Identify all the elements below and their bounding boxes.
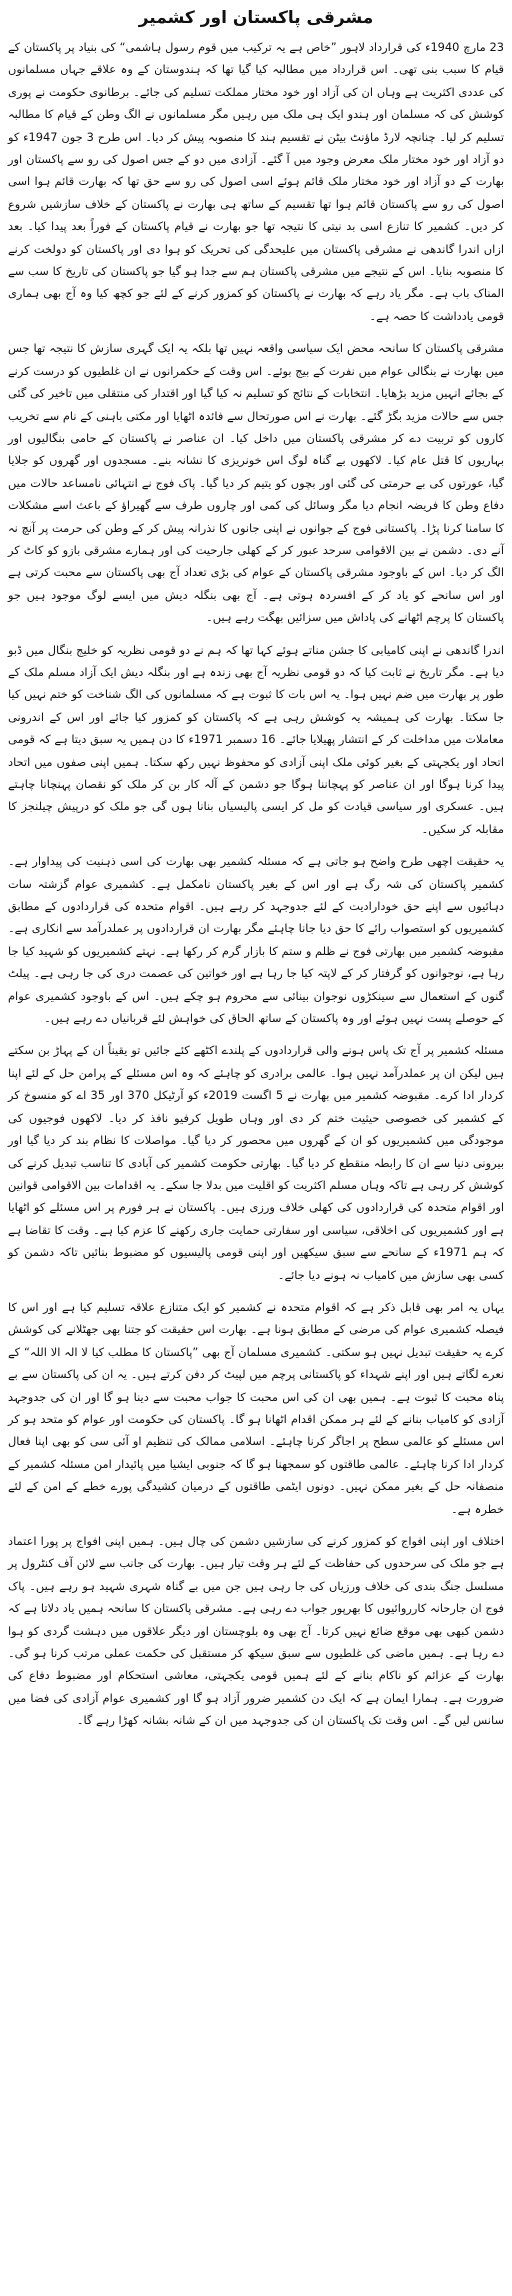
article-paragraph: اندرا گاندھی نے اپنی کامیابی کا جشن مناتے ہوئے کہا تھا کہ ہم نے دو قومی نظریہ کو خلیج بنگال میں ڈبو دیا ہے۔ مگر تاریخ نے ثابت کیا کہ دو قومی نظریہ آج بھی زندہ ہے اور بنگلہ دیش ایک آزاد مسلم ملک کے طور پر بھارت میں ضم نہیں ہوا۔ یہ اس بات کا ثبوت ہے کہ مسلمانوں کی الگ شناخت کو ختم نہیں کیا جا سکتا۔ بھارت کی ہمیشہ یہ کوشش رہی ہے کہ پاکستان کو کمزور کیا جائے اور اس کے اندرونی معاملات میں مداخلت کر کے انتشار پھیلایا جائے۔ 16 دسمبر 1971ء کا دن ہمیں یہ سبق دیتا ہے کہ قومی اتحاد اور یکجہتی کے بغیر کوئی ملک اپنی آزادی کو محفوظ نہیں رکھ سکتا۔ ہمیں اپنی صفوں میں اتحاد پیدا کرنا ہوگا اور ان عناصر کو پہچاننا ہوگا جو دشمن کے آلہ کار بن کر ملک کو نقصان پہنچانا چاہتے ہیں۔ عسکری اور سیاسی قیادت کو مل کر ایسی پالیسیاں بنانا ہوں گی جو ملک کو درپیش چیلنجز کا مقابلہ کر سکیں۔ — [8, 642, 504, 836]
article-paragraph: یہاں یہ امر بھی قابل ذکر ہے کہ اقوام متحدہ نے کشمیر کو ایک متنازع علاقہ تسلیم کیا ہے اور اس کا فیصلہ کشمیری عوام کی مرضی کے مطابق ہونا ہے۔ بھارت اس حقیقت کو جتنا بھی جھٹلانے کی کوشش کرے یہ حقیقت تبدیل نہیں ہو سکتی۔ کشمیری مسلمان آج بھی ”پاکستان کا مطلب کیا لا الہ الا اللہ“ کے نعرے لگاتے ہیں اور اپنے شہداء کو پاکستانی پرچم میں لپیٹ کر دفن کرتے ہیں۔ یہ ان کی پاکستان سے بے پناہ محبت کا ثبوت ہے۔ ہمیں بھی ان کی اس محبت کا جواب محبت سے دینا ہو گا اور ان کی جدوجہد آزادی کو کامیاب بنانے کے لئے ہر ممکن اقدام اٹھانا ہو گا۔ پاکستان کی حکومت اور عوام کو متحد ہو کر اس مسئلے کو عالمی سطح پر اجاگر کرنا چاہئے۔ اسلامی ممالک کی تنظیم او آئی سی کو بھی اپنا فعال کردار ادا کرنا چاہئے۔ عالمی طاقتوں کو سمجھنا ہو گا کہ جنوبی ایشیا میں پائیدار امن مسئلہ کشمیر کے منصفانہ حل کے بغیر ممکن نہیں۔ دونوں ایٹمی طاقتوں کے درمیان کشیدگی پورے خطے کے امن کے لئے خطرہ ہے۔ — [8, 1299, 504, 1516]
article-paragraph: یہ حقیقت اچھی طرح واضح ہو جاتی ہے کہ مسئلہ کشمیر بھی بھارت کی اسی ذہنیت کی پیداوار ہے۔ کشمیر پاکستان کی شہ رگ ہے اور اس کے بغیر پاکستان نامکمل ہے۔ کشمیری عوام گزشتہ سات دہائیوں سے اپنے حق خودارادیت کے لئے جدوجہد کر رہے ہیں۔ اقوام متحدہ کی قراردادوں کے مطابق کشمیریوں کو استصواب رائے کا حق دیا جانا چاہئے مگر بھارت ان قراردادوں پر عملدرآمد سے انکاری ہے۔ مقبوضہ کشمیر میں بھارتی فوج نے ظلم و ستم کا بازار گرم کر رکھا ہے۔ نہتے کشمیریوں کو شہید کیا جا رہا ہے، نوجوانوں کو گرفتار کر کے لاپتہ کیا جا رہا ہے اور خواتین کی عصمت دری کی جا رہی ہے۔ پیلٹ گنوں کے استعمال سے سینکڑوں نوجوان بینائی سے محروم ہو چکے ہیں۔ اس کے باوجود کشمیری عوام کے حوصلے پست نہیں ہوئے اور وہ پاکستان کے ساتھ الحاق کی خواہش لئے قربانیاں دے رہے ہیں۔ — [8, 854, 504, 1026]
article-paragraph: 23 مارچ 1940ء کی قرارداد لاہور ”خاص ہے یہ ترکیب میں قوم رسول ہاشمی“ کی بنیاد پر پاکستان کے قیام کا سبب بنی تھی۔ اس قرارداد میں مطالبہ کیا گیا تھا کہ ہندوستان کے وہ علاقے جہاں مسلمانوں کی عددی اکثریت ہے وہاں ان کی آزاد اور خود مختار مملکت تسلیم کی جائے۔ برطانوی حکومت نے پوری کوشش کی کہ مسلمان اور ہندو ایک ہی ملک میں رہیں مگر مسلمانوں نے الگ وطن کے قیام کا مطالبہ تسلیم کر لیا۔ چنانچہ لارڈ ماؤنٹ بیٹن نے تقسیم ہند کا منصوبہ پیش کر دیا۔ اس طرح 3 جون 1947ء کو دو آزاد اور خود مختار ملک معرض وجود میں آ گئے۔ آزادی میں دو کے جس اصول کی رو سے پاکستان اور بھارت کے دو آزاد اور خود مختار ملک قائم ہوئے اسی اصول کی رو سے حق تھا کہ بھارت قائم ہوا اسی اصول کی رو سے پاکستان قائم ہوا تھا تقسیم کے ساتھ ہی بھارت نے پاکستان کے خلاف سازشیں شروع کر دیں۔ کشمیر کا تنازع اسی بد نیتی کا نتیجہ تھا جو بھارت نے قیام پاکستان کے فوراً بعد پیدا کیا۔ بعد ازاں اندرا گاندھی نے مشرقی پاکستان میں علیحدگی کی تحریک کو ہوا دی اور پاکستان کو دولخت کرنے کا منصوبہ بنایا۔ اس کے نتیجے میں مشرقی پاکستان ہم سے جدا ہو گیا جو پاکستان کی تاریخ کا سب سے المناک باب ہے۔ مگر یاد رہے کہ بھارت نے پاکستان کو کمزور کرنے کے لئے جو کچھ کیا وہ آج بھی ہماری قومی یادداشت کا حصہ ہے۔ — [8, 40, 504, 323]
article-paragraph: مشرقی پاکستان کا سانحہ محض ایک سیاسی واقعہ نہیں تھا بلکہ یہ ایک گہری سازش کا نتیجہ تھا جس میں بھارت نے بنگالی عوام میں نفرت کے بیج بوئے۔ اس وقت کے حکمرانوں نے ان غلطیوں کو درست کرنے کے بجائے انہیں مزید بڑھایا۔ انتخابات کے نتائج کو تسلیم نہ کیا گیا اور اقتدار کی منتقلی میں تاخیر کی گئی جس سے حالات مزید بگڑ گئے۔ بھارت نے اس صورتحال سے فائدہ اٹھایا اور مکتی باہنی کے نام سے تخریب کاروں کو تربیت دے کر مشرقی پاکستان میں داخل کیا۔ ان عناصر نے پاکستان کے حامی بنگالیوں اور بہاریوں کا قتل عام کیا۔ لاکھوں بے گناہ لوگ اس خونریزی کا نشانہ بنے۔ مسجدوں اور گھروں کو جلایا گیا، عورتوں کی بے حرمتی کی گئی اور بچوں کو یتیم کر دیا گیا۔ پاک فوج نے انتہائی نامساعد حالات میں دفاع وطن کا فریضہ انجام دیا مگر وسائل کی کمی اور چاروں طرف سے گھیراؤ کے باعث اسے مشکلات کا سامنا کرنا پڑا۔ پاکستانی فوج کے جوانوں نے اپنی جانوں کا نذرانہ پیش کر کے وطن کی حرمت پر آنچ نہ آنے دی۔ دشمن نے بین الاقوامی سرحد عبور کر کے کھلی جارحیت کی اور ہمارے مشرقی بازو کو کاٹ کر الگ کر دیا۔ اس کے باوجود مشرقی پاکستان کے عوام کی بڑی تعداد آج بھی پاکستان سے محبت کرتی ہے اور اس سانحے کو یاد کر کے افسردہ ہوتی ہے۔ آج بھی بنگلہ دیش میں ایسے لوگ موجود ہیں جو پاکستان کا پرچم اٹھانے کی پاداش میں سزائیں بھگت رہے ہیں۔ — [8, 341, 504, 625]
article-body — [8, 36, 504, 1732]
article-paragraph: اختلاف اور اپنی افواج کو کمزور کرنے کی سازشیں دشمن کی چال ہیں۔ ہمیں اپنی افواج پر پورا اعتماد ہے جو ملک کی سرحدوں کی حفاظت کے لئے ہر وقت تیار ہیں۔ بھارت کی جانب سے لائن آف کنٹرول پر مسلسل جنگ بندی کی خلاف ورزیاں کی جا رہی ہیں جن میں بے گناہ شہری شہید ہو رہے ہیں۔ پاک فوج ان جارحانہ کارروائیوں کا بھرپور جواب دے رہی ہے۔ مشرقی پاکستان کا سانحہ ہمیں یاد دلاتا ہے کہ دشمن کبھی بھی موقع ضائع نہیں کرتا۔ آج بھی وہ بلوچستان اور دیگر علاقوں میں دہشت گردی کو ہوا دے رہا ہے۔ ہمیں ماضی کی غلطیوں سے سبق سیکھ کر مستقبل کی حکمت عملی مرتب کرنا ہو گی۔ بھارت کے عزائم کو ناکام بنانے کے لئے ہمیں قومی یکجہتی، معاشی استحکام اور مضبوط دفاع کی ضرورت ہے۔ ہمارا ایمان ہے کہ ایک دن کشمیر ضرور آزاد ہو گا اور کشمیری عوام آزادی کی فضا میں سانس لیں گے۔ اس وقت تک پاکستان ان کی جدوجہد میں ان کے شانہ بشانہ کھڑا رہے گا۔ — [8, 1534, 504, 1728]
article-title: مشرقی پاکستان اور کشمیر — [138, 8, 374, 28]
article-paragraph: مسئلہ کشمیر پر آج تک پاس ہونے والی قراردادوں کے پلندے اکٹھے کئے جائیں تو یقیناً ان کے پہاڑ بن سکتے ہیں لیکن ان پر عملدرآمد نہیں ہوا۔ عالمی برادری کو چاہئے کہ وہ اس مسئلے کے پرامن حل کے لئے اپنا کردار ادا کرے۔ مقبوضہ کشمیر میں بھارت نے 5 اگست 2019ء کو آرٹیکل 370 اور 35 اے کو منسوخ کر کے کشمیر کی خصوصی حیثیت ختم کر دی اور وہاں طویل کرفیو نافذ کر دیا۔ لاکھوں فوجیوں کی موجودگی میں کشمیریوں کو ان کے گھروں میں محصور کر دیا گیا۔ مواصلات کا نظام بند کر دیا گیا اور بیرونی دنیا سے ان کا رابطہ منقطع کر دیا گیا۔ بھارتی حکومت کشمیر کی آبادی کا تناسب تبدیل کرنے کی کوشش کر رہی ہے تاکہ وہاں مسلم اکثریت کو اقلیت میں بدلا جا سکے۔ یہ اقدامات بین الاقوامی قوانین اور اقوام متحدہ کی قراردادوں کی کھلی خلاف ورزی ہیں۔ پاکستان نے ہر فورم پر اس مسئلے کو اٹھایا ہے اور کشمیریوں کی اخلاقی، سیاسی اور سفارتی حمایت جاری رکھنے کا عزم کیا ہے۔ وقت کا تقاضا ہے کہ ہم 1971ء کے سانحے سے سبق سیکھیں اور اپنی قومی پالیسیوں کو مضبوط بنائیں تاکہ دشمن کو کسی بھی سازش میں کامیاب نہ ہونے دیا جائے۔ — [8, 1043, 505, 1282]
